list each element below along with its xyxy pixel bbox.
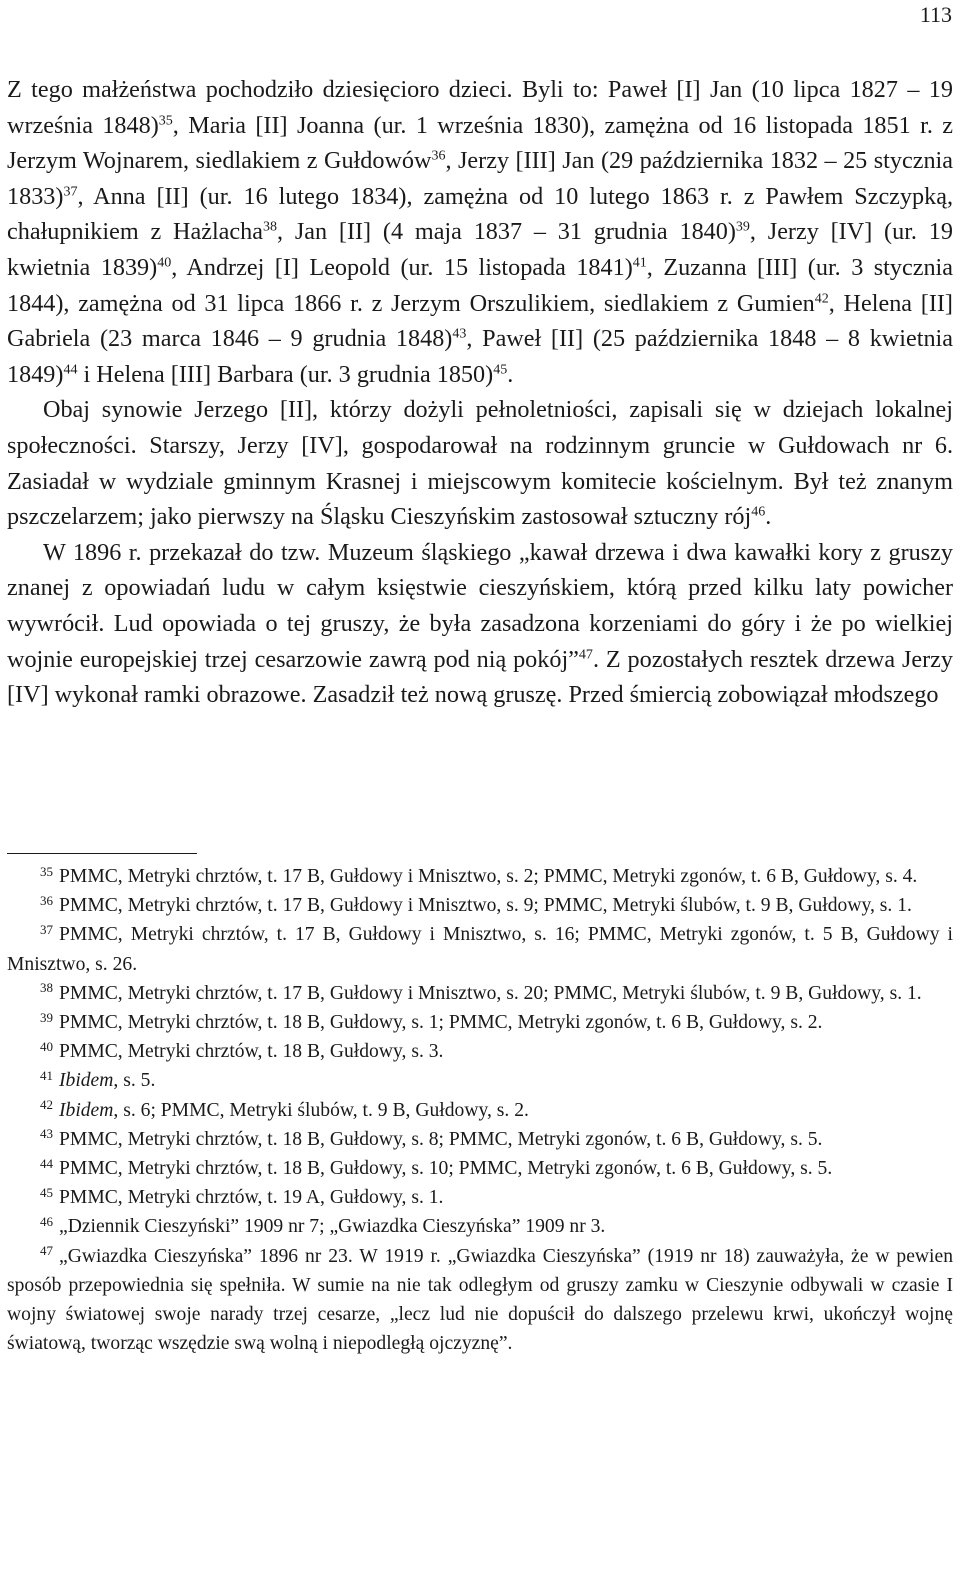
text-run: PMMC, Metryki chrztów, t. 18 B, Gułdowy, s. 3. [59, 1041, 444, 1063]
paragraph [7, 535, 953, 713]
footnote-ref: 38 [262, 218, 277, 235]
text-run: . Z pozostałych resztek drzewa Jerzy [IV] wykonał ramki obrazowe. Zasadził też nową gruszę. Przed śmiercią zobowiązał młodszego [7, 645, 953, 709]
text-run: , Anna [II] (ur. 16 lutego 1834), zamężna od 10 lutego 1863 r. z Pawłem Szczypką, chałupnikiem z Hażlacha [7, 182, 953, 246]
footnote-ref: 43 [452, 325, 467, 342]
text-run: , Jerzy [IV] (ur. 19 kwietnia 1839) [7, 218, 953, 281]
footnote [7, 1037, 953, 1066]
footnote [7, 979, 953, 1008]
footnote-ref: 36 [431, 147, 446, 164]
text-run: , s. 5. [113, 1070, 156, 1092]
italic-text: Ibidem [59, 1099, 114, 1121]
footnote-ref: 44 [63, 361, 78, 378]
footnote-number: 37 [40, 921, 53, 937]
footnote-ref: 37 [63, 183, 78, 200]
footnotes [7, 862, 953, 1358]
footnote [7, 891, 953, 920]
text-run: , Maria [II] Joanna (ur. 1 września 1830), zamężna od 16 listopada 1851 r. z Jerzym Wojnarem, siedlakiem z Gułdowów [7, 111, 953, 175]
footnote [7, 1212, 953, 1241]
footnote-number: 45 [40, 1184, 53, 1200]
text-run: PMMC, Metryki chrztów, t. 18 B, Gułdowy, s. 8; PMMC, Metryki zgonów, t. 6 B, Gułdowy, s. 5. [59, 1128, 823, 1150]
text-run: , Helena [II] Gabriela (23 marca 1846 – 9 grudnia 1848) [7, 289, 953, 353]
text-run: , s. 6; PMMC, Metryki ślubów, t. 9 B, Gułdowy, s. 2. [113, 1099, 529, 1121]
footnote-ref: 45 [493, 361, 508, 378]
footnote-ref: 39 [735, 218, 750, 235]
footnote-number: 42 [40, 1097, 53, 1113]
text-run: PMMC, Metryki chrztów, t. 17 B, Gułdowy i Mnisztwo, s. 2; PMMC, Metryki zgonów, t. 6 B, Gułdowy, s. 4. [59, 866, 918, 887]
footnote-number: 39 [40, 1009, 53, 1025]
text-run: , Paweł [II] (25 października 1848 – 8 kwietnia 1849) [7, 325, 953, 388]
footnote-number: 35 [40, 863, 53, 879]
text-run: PMMC, Metryki chrztów, t. 17 B, Gułdowy i Mnisztwo, s. 9; PMMC, Metryki ślubów, t. 9 B, Gułdowy, s. 1. [59, 895, 912, 917]
footnote [7, 1066, 953, 1095]
footnote-number: 47 [40, 1243, 53, 1259]
main-text [7, 72, 953, 713]
text-run: i Helena [III] Barbara (ur. 3 grudnia 1850) [77, 360, 494, 388]
footnote [7, 1125, 953, 1154]
text-run: , Zuzanna [III] (ur. 3 stycznia 1844), zamężna od 31 lipca 1866 r. z Jerzym Orszulikiem, siedlakiem z Gumien [7, 253, 954, 317]
text-run: „Dziennik Cieszyński” 1909 nr 7; „Gwiazdka Cieszyńska” 1909 nr 3. [59, 1216, 606, 1238]
footnote-number: 38 [40, 980, 53, 996]
text-run: PMMC, Metryki chrztów, t. 19 A, Gułdowy, s. 1. [59, 1187, 444, 1209]
footnote-ref: 42 [814, 289, 829, 306]
footnote [7, 1183, 953, 1212]
footnote [7, 862, 953, 891]
text-run: . [765, 503, 772, 531]
footnote-ref: 46 [751, 503, 766, 520]
text-run: Z tego małżeństwa pochodziło dziesięcioro dzieci. Byli to: Paweł [I] Jan (10 lipca 1827 – 19 września 1848) [7, 76, 953, 139]
footnote [7, 1096, 953, 1125]
text-run: Obaj synowie Jerzego [II], którzy dożyli pełnoletniości, zapisali się w dziejach lokalnej społeczności. Starszy, Jerzy [IV], gospodarował na rodzinnym gruncie w Gułdowach nr 6. Zasiadał w wydziale gminnym Krasnej i miejscowym komitecie kościelnym. Był też znanym pszczelarzem; jako pierwszy na Śląsku Cieszyńskim zastosował sztuczny rój [7, 396, 953, 531]
footnote-number: 46 [40, 1213, 53, 1229]
text-run: , Andrzej [I] Leopold (ur. 15 listopada 1841) [171, 253, 633, 281]
footnote-number: 36 [40, 892, 53, 908]
text-run: W 1896 r. przekazał do tzw. Muzeum śląskiego „kawał drzewa i dwa kawałki kory z gruszy znanej z opowiadań ludu w całym księstwie cieszyńskiem, którą przed kilku laty powicher wywrócił. Lud opowiada o tej gruszy, że była zasadzona korzeniami do góry i że po wielkiej wojnie europejskiej trzej cesarzowie zawrą pod nią pokój” [7, 538, 953, 673]
footnote [7, 1154, 953, 1183]
text-run: . [507, 360, 514, 388]
footnote-number: 43 [40, 1126, 53, 1142]
text-run: , Jan [II] (4 maja 1837 – 31 grudnia 1840) [276, 218, 736, 246]
footnote [7, 1008, 953, 1037]
text-run: , Jerzy [III] Jan (29 października 1832 – 25 stycznia 1833) [7, 147, 953, 210]
footnote-number: 44 [40, 1155, 53, 1171]
text-run: PMMC, Metryki chrztów, t. 17 B, Gułdowy i Mnisztwo, s. 16; PMMC, Metryki zgonów, t. 5 B, Gułdowy i Mnisztwo, s. 26. [7, 924, 953, 975]
footnote-ref: 40 [157, 254, 172, 271]
text-run: PMMC, Metryki chrztów, t. 18 B, Gułdowy, s. 10; PMMC, Metryki zgonów, t. 6 B, Gułdowy, s. 5. [59, 1158, 833, 1180]
text-run: „Gwiazdka Cieszyńska” 1896 nr 23. W 1919 r. „Gwiazdka Cieszyńska” (1919 nr 18) zauważyła, że w pewien sposób przepowiednia się spełniła. W sumie na nie tak odległym od gruszy zamku w Cieszynie odbywali w czasie I wojny światowej swoje narady trzej cesarze, „lecz lud nie dopuścił do dalszego przelewu krwi, ukończył wojnę światową, tworząc wszędzie swą wolną i niepodległą ojczyznę”. [7, 1245, 953, 1355]
paragraph [7, 72, 953, 392]
footnote-separator [7, 853, 197, 854]
footnote-ref: 41 [632, 254, 647, 271]
footnote-number: 40 [40, 1038, 53, 1054]
footnote-number: 41 [40, 1067, 53, 1083]
text-run: PMMC, Metryki chrztów, t. 18 B, Gułdowy, s. 1; PMMC, Metryki zgonów, t. 6 B, Gułdowy, s. 2. [59, 1012, 823, 1034]
footnote-ref: 47 [578, 645, 593, 662]
footnote [7, 1242, 953, 1359]
page-number: 113 [919, 2, 952, 27]
paragraph [7, 392, 953, 534]
footnote-ref: 35 [158, 111, 173, 128]
text-run: PMMC, Metryki chrztów, t. 17 B, Gułdowy i Mnisztwo, s. 20; PMMC, Metryki ślubów, t. 9 B, Gułdowy, s. 1. [59, 982, 922, 1004]
footnote [7, 920, 953, 978]
italic-text: Ibidem [59, 1070, 114, 1092]
